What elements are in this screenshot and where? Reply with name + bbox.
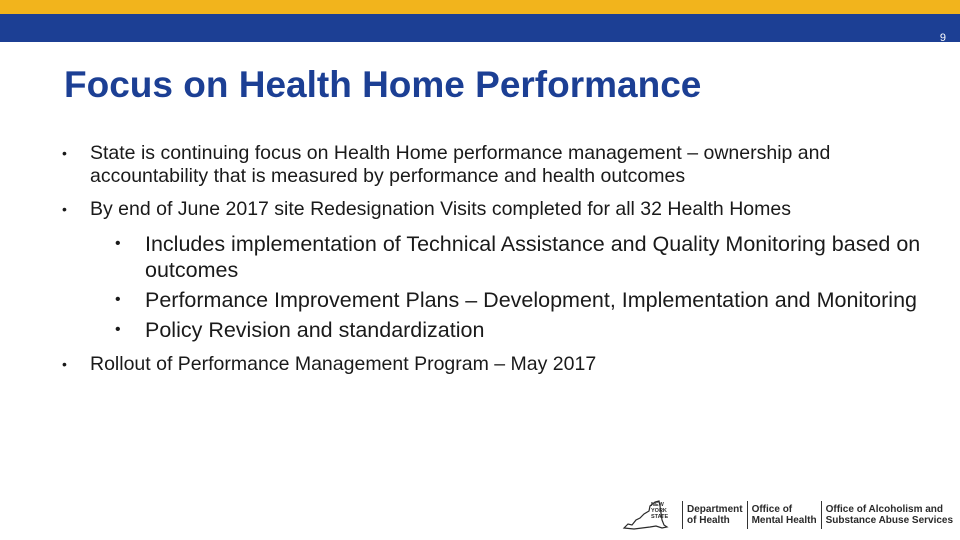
sub-bullet-item [114, 317, 932, 343]
slide-title: Focus on Health Home Performance [64, 64, 702, 105]
bullet-text: State is continuing focus on Health Home performance management – ownership and accountability that is measured by performance and health outcomes [90, 142, 831, 187]
bullet-marker: • [115, 291, 121, 308]
bullet-marker: • [62, 356, 67, 372]
sub-bullet-list [114, 231, 932, 343]
logo-divider [821, 501, 822, 529]
bullet-item [62, 198, 932, 221]
ny-state-logo [622, 498, 678, 532]
bullet-marker: • [62, 145, 67, 161]
bullet-marker: • [62, 201, 67, 217]
ny-state-map-icon [622, 498, 678, 532]
bullet-item [62, 142, 932, 188]
bullet-text: By end of June 2017 site Redesignation Visits completed for all 32 Health Homes [90, 198, 791, 220]
page-number: 9 [939, 32, 946, 44]
sub-bullet-text: Includes implementation of Technical Assistance and Quality Monitoring based on outcomes [145, 232, 921, 282]
ny-state-wordmark: NEW YORK STATE [651, 502, 669, 520]
omh-logo-text: Office of Mental Health [751, 504, 817, 526]
sub-bullet-item [114, 287, 932, 313]
agency-logos [622, 498, 952, 532]
bullet-marker: • [115, 321, 121, 338]
header-blue-bar [0, 14, 960, 42]
dept-health-logo-text: Department of Health [687, 504, 743, 526]
logo-divider [682, 501, 683, 529]
sub-bullet-text: Performance Improvement Plans – Development, Implementation and Monitoring [145, 288, 917, 312]
bullet-marker: • [115, 235, 121, 252]
header-gold-stripe [0, 0, 960, 14]
bullet-text: Rollout of Performance Management Program – May 2017 [90, 353, 597, 375]
sub-bullet-item [114, 231, 932, 283]
sub-bullet-text: Policy Revision and standardization [145, 318, 485, 342]
oasas-logo-text: Office of Alcoholism and Substance Abuse Services [825, 504, 954, 526]
logo-divider [747, 501, 748, 529]
slide-body [62, 142, 932, 386]
bullet-item [62, 353, 932, 376]
